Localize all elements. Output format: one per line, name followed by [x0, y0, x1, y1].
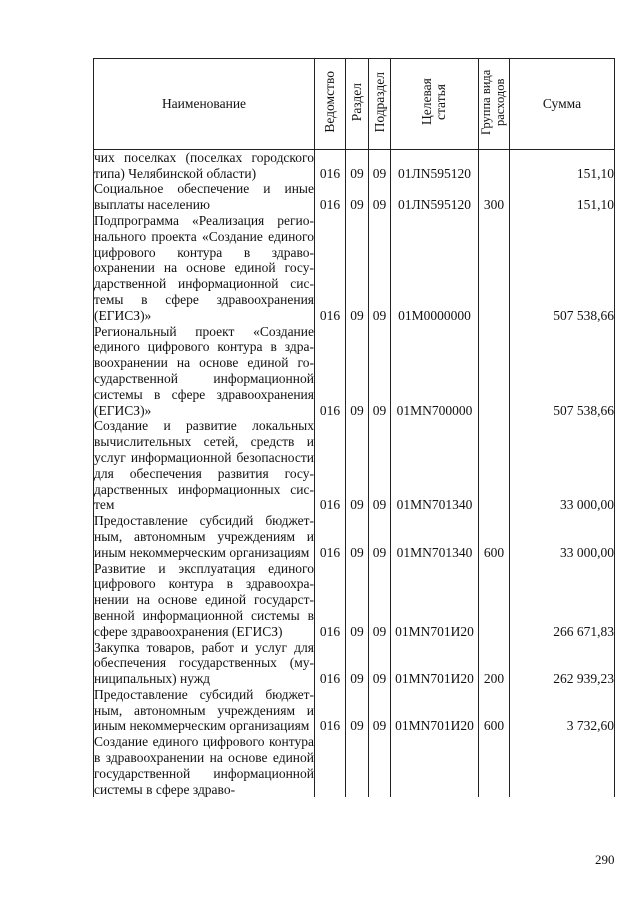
name-cell: Создание единого цифрового контура в здравоохранении на основе единой государственной информационной системы в сфере здраво- [94, 734, 314, 797]
razdel-cell: 09 [346, 687, 369, 734]
table-row [94, 640, 615, 687]
table-row [94, 324, 615, 419]
vedomstvo-cell: 016 [315, 418, 346, 513]
name-cell: Подпрограмма «Реализация регионального проекта «Создание единого цифрового контура в здравоохранении на основе единой государственной информационной системы в сфере здравоохранения (ЕГИСЗ)» [94, 212, 314, 323]
header-row [94, 59, 615, 150]
group-cell [479, 149, 510, 181]
name-cell: Региональный проект «Создание единого цифрового контура в здравоохранении на основе единой государственной информационной системы в сфере здравоохранения (ЕГИСЗ)» [94, 323, 314, 418]
header-group [479, 59, 510, 150]
sum-cell [510, 734, 615, 797]
podrazdel-cell: 09 [369, 687, 391, 734]
razdel-cell: 09 [346, 418, 369, 513]
vedomstvo-cell: 016 [315, 324, 346, 419]
razdel-cell: 09 [346, 181, 369, 213]
sum-cell: 507 538,66 [510, 213, 615, 324]
razdel-cell: 09 [346, 561, 369, 640]
name-cell: чих поселках (поселках городского типа) Челябинской области) [94, 149, 314, 181]
vedomstvo-cell: 016 [315, 181, 346, 213]
razdel-cell: 09 [346, 324, 369, 419]
sum-cell: 33 000,00 [510, 513, 615, 560]
name-cell: Социальное обеспечение и иные выплаты населению [94, 181, 314, 213]
podrazdel-cell: 09 [369, 561, 391, 640]
budget-table [93, 58, 615, 797]
header-target-label: Целевая статья [418, 78, 448, 126]
podrazdel-cell: 09 [369, 324, 391, 419]
vedomstvo-cell: 016 [315, 561, 346, 640]
group-cell [479, 324, 510, 419]
group-cell: 300 [479, 181, 510, 213]
sum-cell: 151,10 [510, 181, 615, 213]
header-name: Наименование [94, 59, 315, 150]
target-cell: 01МN701340 [391, 418, 479, 513]
header-sum: Сумма [510, 59, 615, 150]
podrazdel-cell: 09 [369, 181, 391, 213]
podrazdel-cell: 09 [369, 640, 391, 687]
page-number: 290 [595, 852, 615, 867]
sum-cell: 33 000,00 [510, 418, 615, 513]
header-target [391, 59, 479, 150]
name-cell: Предоставление субсидий бюджетным, автономным учреждениям и иным некоммерческим организациям [94, 686, 314, 734]
table-row [94, 734, 615, 797]
group-cell [479, 213, 510, 324]
header-razdel [346, 59, 369, 150]
table-body [94, 149, 615, 797]
vedomstvo-cell: 016 [315, 513, 346, 560]
name-cell: Закупка товаров, работ и услуг для обеспечения государственных (муниципальных) нужд [94, 639, 314, 687]
table-row [94, 513, 615, 560]
header-podrazdel-label: Подраздел [371, 71, 387, 133]
sum-cell: 266 671,83 [510, 561, 615, 640]
table-row [94, 687, 615, 734]
table-row [94, 181, 615, 213]
target-cell: 01МN701И20 [391, 561, 479, 640]
header-vedomstvo [315, 59, 346, 150]
name-cell: Развитие и эксплуатация единого цифрового контура в здравоохранении на основе единой государственной информационной системы в сфере здравоохранения (ЕГИСЗ) [94, 560, 314, 639]
name-cell: Предоставление субсидий бюджетным, автономным учреждениям и иным некоммерческим организациям [94, 513, 314, 560]
group-cell: 600 [479, 687, 510, 734]
podrazdel-cell: 09 [369, 513, 391, 560]
header-razdel-label: Раздел [349, 82, 364, 122]
header-vedomstvo-label: Ведомство [322, 71, 337, 133]
podrazdel-cell: 09 [369, 418, 391, 513]
target-cell: 01ЛN595120 [391, 181, 479, 213]
target-cell: 01МN701И20 [391, 687, 479, 734]
group-cell [479, 418, 510, 513]
podrazdel-cell [369, 734, 391, 797]
table-row [94, 418, 615, 513]
target-cell: 01ЛN595120 [391, 149, 479, 181]
group-cell [479, 561, 510, 640]
razdel-cell: 09 [346, 513, 369, 560]
target-cell [391, 734, 479, 797]
podrazdel-cell: 09 [369, 149, 391, 181]
target-cell: 01МN700000 [391, 324, 479, 419]
group-cell: 600 [479, 513, 510, 560]
vedomstvo-cell: 016 [315, 213, 346, 324]
vedomstvo-cell: 016 [315, 149, 346, 181]
sum-cell: 3 732,60 [510, 687, 615, 734]
razdel-cell: 09 [346, 213, 369, 324]
sum-cell: 507 538,66 [510, 324, 615, 419]
header-group-label: Группа вида расходов [479, 69, 507, 135]
target-cell: 01М0000000 [391, 213, 479, 324]
vedomstvo-cell: 016 [315, 640, 346, 687]
razdel-cell: 09 [346, 149, 369, 181]
target-cell: 01МN701340 [391, 513, 479, 560]
name-cell: Создание и развитие локальных вычислительных сетей, средств и услуг информационной безопасности для обеспечения развития государственных информационных систем [94, 418, 314, 513]
podrazdel-cell: 09 [369, 213, 391, 324]
table-row [94, 213, 615, 324]
sum-cell: 151,10 [510, 149, 615, 181]
razdel-cell [346, 734, 369, 797]
group-cell: 200 [479, 640, 510, 687]
group-cell [479, 734, 510, 797]
table-row [94, 561, 615, 640]
table-row [94, 149, 615, 181]
header-podrazdel [369, 59, 391, 150]
target-cell: 01МN701И20 [391, 640, 479, 687]
sum-cell: 262 939,23 [510, 640, 615, 687]
vedomstvo-cell: 016 [315, 687, 346, 734]
vedomstvo-cell [315, 734, 346, 797]
razdel-cell: 09 [346, 640, 369, 687]
